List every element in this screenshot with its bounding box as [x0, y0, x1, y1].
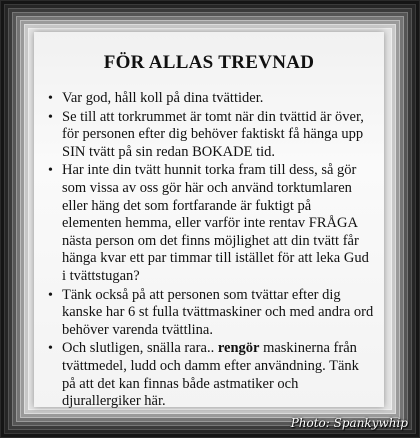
rule-emphasis: rengör [217, 340, 260, 357]
bullet-icon: • [48, 109, 53, 125]
rule-text: maskinerna från tvättmedel, ludd och damm efter användning. Tänk på att det kan finnas både astmatiker och djurallergiker här. [62, 340, 359, 410]
rule-text: Var god, håll koll på dina tvättider. [62, 90, 264, 106]
rule-text: Se till att torkrummet är tomt när din tvättid är över, för personen efter dig behöver faktiskt få hänga upp SIN tvätt på sin redan BOKADE tid. [62, 108, 364, 160]
photo-credit-watermark: Photo: Spankywhip [290, 416, 408, 430]
rule-text: Och slutligen, snälla rara.. [62, 340, 218, 357]
bullet-icon: • [48, 163, 53, 179]
rules-list [48, 90, 374, 412]
rule-text: Tänk också på att personen som tvättar efter dig kanske har 6 st fulla tvättmaskiner och med andra ord behöver varenda tvättlina. [62, 286, 374, 338]
notice-title: FÖR ALLAS TREVNAD [103, 52, 315, 73]
bullet-icon: • [48, 341, 53, 357]
list-item [48, 109, 374, 162]
list-item [48, 340, 374, 410]
rule-text: Har inte din tvätt hunnit torka fram till dess, så gör som vissa av oss gör här och använd torktumlaren eller häng det som fortfarande är fuktigt på elementen hemma, eller varför inte rentav FRÅGA nästa person om det finns möjlighet att din tvätt får hänga kvar ett par timmar till istället för att leka Gud i tvättstugan? [62, 162, 369, 284]
bullet-icon: • [48, 91, 53, 106]
list-item [48, 90, 374, 108]
notice-paper [34, 32, 384, 410]
bullet-icon: • [48, 287, 53, 303]
list-item [48, 287, 374, 340]
list-item [48, 162, 374, 285]
